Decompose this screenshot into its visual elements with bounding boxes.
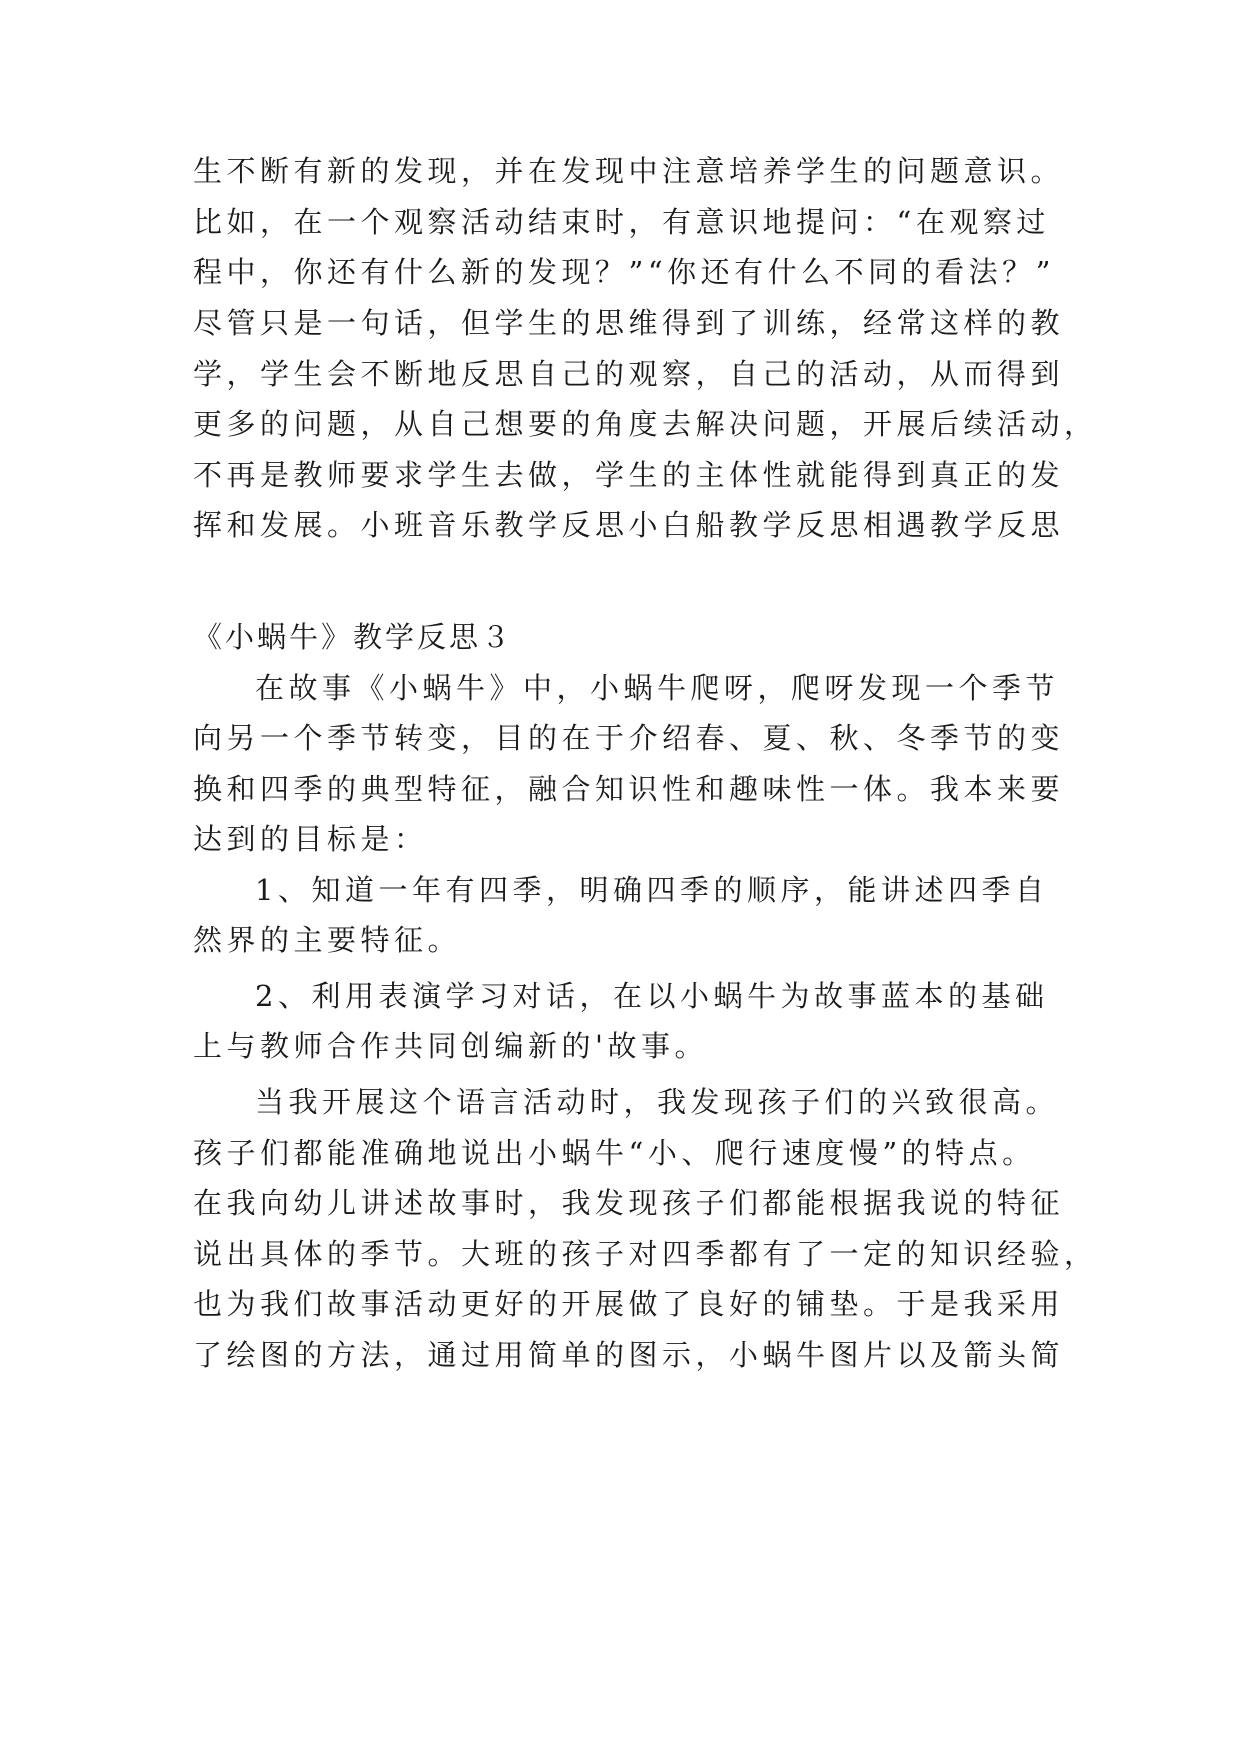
paragraph-2-line-2: 向另一个季节转变，目的在于介绍春、夏、秋、冬季节的变 (193, 721, 1065, 755)
paragraph-1-line-4: 尽管只是一句话，但学生的思维得到了训练，经常这样的教 (193, 306, 1065, 340)
paragraph-1-line-8: 挥和发展。小班音乐教学反思小白船教学反思相遇教学反思 (193, 508, 1065, 542)
paragraph-1-line-2: 比如，在一个观察活动结束时，有意识地提问：“在观察过 (193, 205, 1050, 239)
paragraph-1-line-5: 学，学生会不断地反思自己的观察，自己的活动，从而得到 (193, 357, 1065, 391)
paragraph-2-line-3: 换和四季的典型特征，融合知识性和趣味性一体。我本来要 (193, 772, 1065, 806)
goal-1-line-1: 1、知道一年有四季，明确四季的顺序，能讲述四季自 (255, 873, 1049, 907)
paragraph-3-line-1: 当我开展这个语言活动时，我发现孩子们的兴致很高。 (255, 1085, 1060, 1119)
section-title: 《小蜗牛》教学反思３ (193, 620, 514, 654)
paragraph-3-line-2: 孩子们都能准确地说出小蜗牛“小、爬行速度慢”的特点。 (193, 1136, 1036, 1170)
goal-2-line-1: 2、利用表演学习对话，在以小蜗牛为故事蓝本的基础 (255, 979, 1049, 1013)
paragraph-3-line-4: 说出具体的季节。大班的孩子对四季都有了一定的知识经验， (193, 1237, 1098, 1271)
paragraph-3-line-5: 也为我们故事活动更好的开展做了良好的铺垫。于是我采用 (193, 1287, 1065, 1321)
paragraph-1-line-7: 不再是教师要求学生去做，学生的主体性就能得到真正的发 (193, 458, 1065, 492)
paragraph-2-line-4: 达到的目标是： (193, 822, 428, 856)
paragraph-1-line-1: 生不断有新的发现，并在发现中注意培养学生的问题意识。 (193, 154, 1065, 188)
goal-2-line-2: 上与教师合作共同创编新的'故事。 (193, 1029, 708, 1063)
paragraph-2-line-1: 在故事《小蜗牛》中，小蜗牛爬呀，爬呀发现一个季节 (255, 671, 1060, 705)
paragraph-3-line-6: 了绘图的方法，通过用简单的图示，小蜗牛图片以及箭头简 (193, 1338, 1065, 1372)
paragraph-1-line-6: 更多的问题，从自己想要的角度去解决问题，开展后续活动， (193, 407, 1098, 441)
paragraph-3-line-3: 在我向幼儿讲述故事时，我发现孩子们都能根据我说的特征 (193, 1186, 1065, 1220)
paragraph-1-line-3: 程中，你还有什么新的发现？”“你还有什么不同的看法？” (193, 255, 1055, 289)
goal-1-line-2: 然界的主要特征。 (193, 923, 462, 957)
